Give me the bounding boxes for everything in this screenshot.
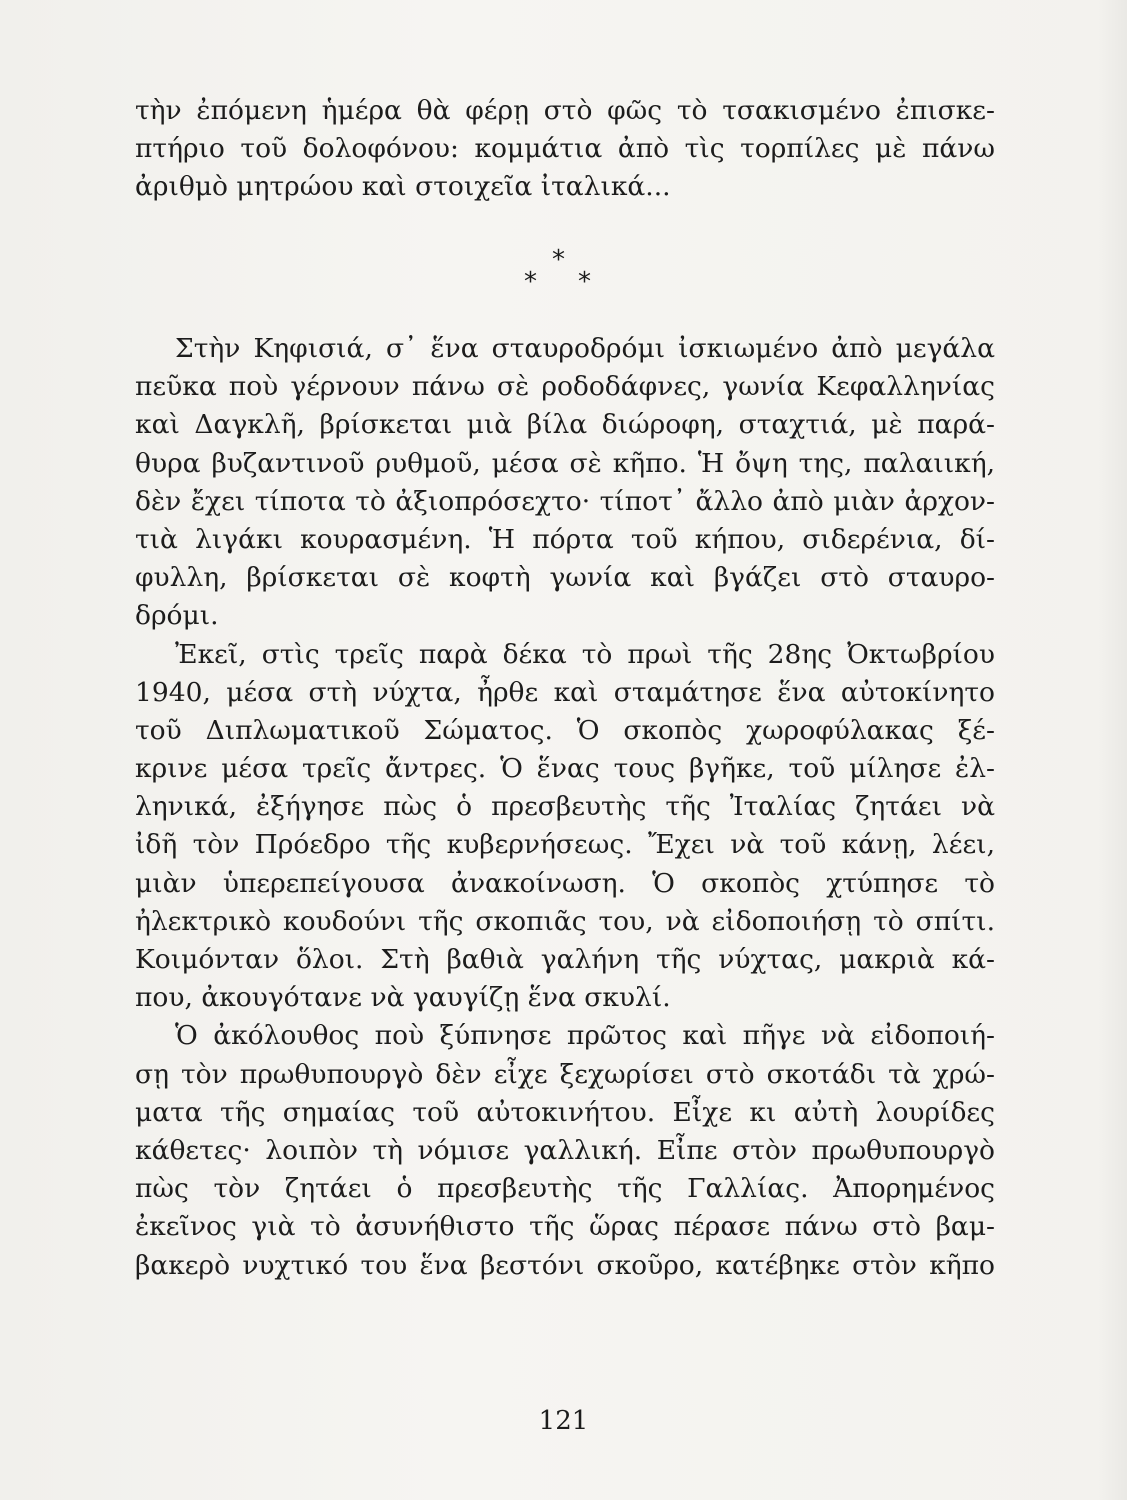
text-block-top bbox=[135, 92, 995, 207]
text-line: μιὰν ὑπερεπείγουσα ἀνακοίνωση. Ὁ σκοπὸς χτύπησε τὸ bbox=[135, 867, 995, 899]
section-break-asterisks bbox=[520, 245, 600, 305]
text-block-main bbox=[135, 330, 995, 1285]
text-line: που, ἀκουγότανε νὰ γαυγίζῃ ἕνα σκυλί. bbox=[135, 982, 671, 1014]
paragraph-first-line: Στὴν Κηφισιά, σ᾽ ἕνα σταυροδρόμι ἰσκιωμένο ἀπὸ μεγάλα bbox=[175, 333, 995, 364]
asterisk-top: * bbox=[552, 245, 565, 275]
text-line: τοῦ Διπλωματικοῦ Σώματος. Ὁ σκοπὸς χωροφύλακας ξέ- bbox=[135, 714, 995, 746]
text-line: δρόμι. bbox=[135, 600, 219, 632]
text-line: πεῦκα ποὺ γέρνουν πάνω σὲ ροδοδάφνες, γωνία Κεφαλληνίας bbox=[135, 371, 995, 403]
text-line: καὶ Δαγκλῆ, βρίσκεται μιὰ βίλα διώροφη, σταχτιά, μὲ παρά- bbox=[135, 409, 995, 441]
paragraph-first-line: Ὁ ἀκόλουθος ποὺ ξύπνησε πρῶτος καὶ πῆγε νὰ εἰδοποιή- bbox=[175, 1020, 995, 1052]
text-line: δὲν ἔχει τίποτα τὸ ἀξιοπρόσεχτο· τίποτ᾽ ἄλλο ἀπὸ μιὰν ἀρχον- bbox=[135, 485, 995, 517]
asterisk-right: * bbox=[578, 267, 591, 297]
text-line: ληνικά, ἐξήγησε πὼς ὁ πρεσβευτὴς τῆς Ἰταλίας ζητάει νὰ bbox=[135, 791, 995, 823]
text-line: Κοιμόνταν ὅλοι. Στὴ βαθιὰ γαλήνη τῆς νύχτας, μακριὰ κά- bbox=[135, 944, 995, 975]
text-line: τὴν ἐπόμενη ἡμέρα θὰ φέρῃ στὸ φῶς τὸ τσακισμένο ἐπισκε- bbox=[135, 95, 995, 126]
text-line: πὼς τὸν ζητάει ὁ πρεσβευτὴς τῆς Γαλλίας. Ἀπορημένος bbox=[135, 1173, 995, 1205]
asterisk-left: * bbox=[524, 267, 537, 297]
paragraph-first-line: Ἐκεῖ, στὶς τρεῖς παρὰ δέκα τὸ πρωὶ τῆς 28ης Ὀκτωβρίου bbox=[175, 638, 995, 670]
text-line: βακερὸ νυχτικό του ἕνα βεστόνι σκοῦρο, κατέβηκε στὸν κῆπο bbox=[135, 1249, 995, 1281]
text-line: κρινε μέσα τρεῖς ἄντρες. Ὁ ἕνας τους βγῆκε, τοῦ μίλησε ἐλ- bbox=[135, 753, 995, 785]
text-line: πτήριο τοῦ δολοφόνου: κομμάτια ἀπὸ τὶς τορπίλες μὲ πάνω bbox=[135, 133, 995, 165]
text-line: θυρα βυζαντινοῦ ρυθμοῦ, μέσα σὲ κῆπο. Ἡ ὄψη της, παλαιική, bbox=[135, 447, 995, 479]
text-line: ἰδῆ τὸν Πρόεδρο τῆς κυβερνήσεως. Ἔχει νὰ τοῦ κάνῃ, λέει, bbox=[135, 829, 995, 861]
text-line: φυλλη, βρίσκεται σὲ κοφτὴ γωνία καὶ βγάζει στὸ σταυρο- bbox=[135, 562, 995, 594]
text-line: κάθετες· λοιπὸν τὴ νόμισε γαλλική. Εἶπε στὸν πρωθυπουργὸ bbox=[135, 1134, 995, 1166]
text-line: ἀριθμὸ μητρώου καὶ στοιχεῖα ἰταλικά... bbox=[135, 171, 671, 203]
text-line: ἠλεκτρικὸ κουδούνι τῆς σκοπιᾶς του, νὰ εἰδοποιήσῃ τὸ σπίτι. bbox=[135, 905, 995, 937]
page-number: 121 bbox=[538, 1406, 589, 1436]
text-line: σῃ τὸν πρωθυπουργὸ δὲν εἶχε ξεχωρίσει στὸ σκοτάδι τὰ χρώ- bbox=[135, 1058, 995, 1090]
text-line: 1940, μέσα στὴ νύχτα, ἦρθε καὶ σταμάτησε ἕνα αὐτοκίνητο bbox=[135, 676, 995, 708]
text-line: ἐκεῖνος γιὰ τὸ ἀσυνήθιστο τῆς ὥρας πέρασε πάνω στὸ βαμ- bbox=[135, 1211, 995, 1243]
text-line: ματα τῆς σημαίας τοῦ αὐτοκινήτου. Εἶχε κι αὐτὴ λουρίδες bbox=[135, 1096, 995, 1128]
page-edge-shadow bbox=[1097, 0, 1127, 1500]
text-line: τιὰ λιγάκι κουρασμένη. Ἡ πόρτα τοῦ κήπου, σιδερένια, δί- bbox=[135, 523, 995, 555]
